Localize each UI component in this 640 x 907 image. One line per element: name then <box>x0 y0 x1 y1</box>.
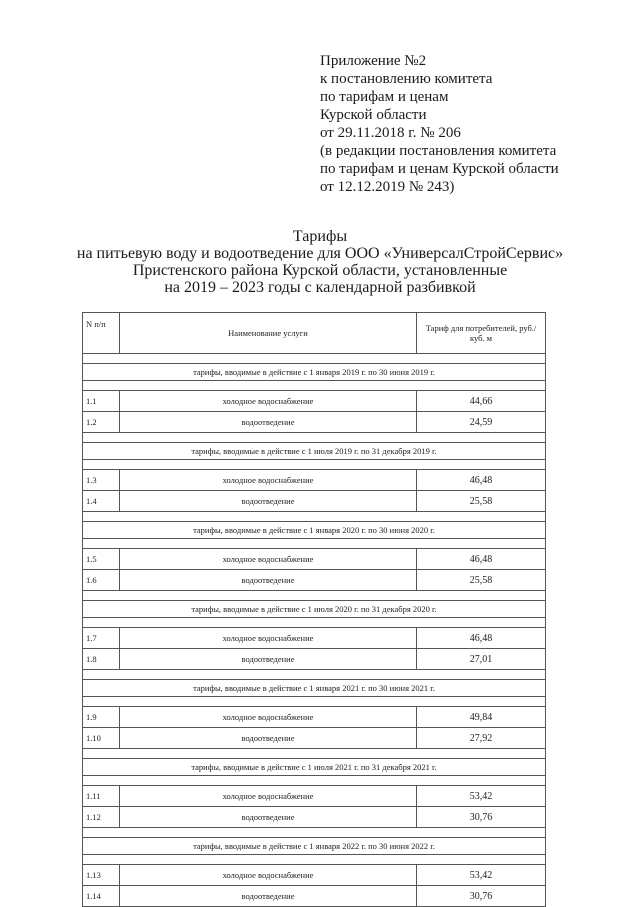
row-number: 1.11 <box>83 786 120 807</box>
appendix-line: Курской области <box>320 107 427 123</box>
table-row <box>83 728 546 749</box>
spacer-cell <box>83 618 546 628</box>
table-header-row <box>83 313 546 354</box>
section-spacer <box>83 697 546 707</box>
row-tariff-value: 30,76 <box>417 886 546 907</box>
table-row <box>83 886 546 907</box>
spacer-cell <box>83 855 546 865</box>
section-spacer <box>83 618 546 628</box>
section-spacer <box>83 381 546 391</box>
row-service-name: холодное водоснабжение <box>120 391 417 412</box>
row-number: 1.4 <box>83 491 120 512</box>
section-title: тарифы, вводимые в действие с 1 июля 2021 г. по 31 декабря 2021 г. <box>83 759 546 776</box>
appendix-line: к постановлению комитета <box>320 71 493 87</box>
table-row <box>83 391 546 412</box>
section-title-row <box>83 601 546 618</box>
row-service-name: водоотведение <box>120 570 417 591</box>
section-title: тарифы, вводимые в действие с 1 января 2021 г. по 30 июня 2021 г. <box>83 680 546 697</box>
row-service-name: водоотведение <box>120 412 417 433</box>
row-number: 1.13 <box>83 865 120 886</box>
section-spacer <box>83 460 546 470</box>
spacer-cell <box>83 512 546 522</box>
spacer-cell <box>83 354 546 364</box>
spacer-cell <box>83 381 546 391</box>
row-tariff-value: 27,92 <box>417 728 546 749</box>
section-title: тарифы, вводимые в действие с 1 января 2020 г. по 30 июня 2020 г. <box>83 522 546 539</box>
row-number: 1.9 <box>83 707 120 728</box>
row-tariff-value: 46,48 <box>417 628 546 649</box>
row-tariff-value: 46,48 <box>417 549 546 570</box>
row-tariff-value: 53,42 <box>417 865 546 886</box>
row-tariff-value: 25,58 <box>417 570 546 591</box>
spacer-cell <box>83 591 546 601</box>
section-spacer <box>83 512 546 522</box>
row-tariff-value: 53,42 <box>417 786 546 807</box>
table-row <box>83 491 546 512</box>
section-title-row <box>83 364 546 381</box>
table-row <box>83 570 546 591</box>
row-number: 1.1 <box>83 391 120 412</box>
section-spacer <box>83 828 546 838</box>
section-title: тарифы, вводимые в действие с 1 января 2019 г. по 30 июня 2019 г. <box>83 364 546 381</box>
table-row <box>83 786 546 807</box>
spacer-cell <box>83 670 546 680</box>
title-line: Пристенского района Курской области, установленные <box>132 262 508 279</box>
header-service: Наименование услуги <box>120 313 417 354</box>
appendix-line: от 12.12.2019 № 243) <box>320 179 455 195</box>
section-spacer <box>83 749 546 759</box>
table-row <box>83 807 546 828</box>
tariff-table-wrapper <box>82 312 545 907</box>
spacer-cell <box>83 776 546 786</box>
section-title: тарифы, вводимые в действие с 1 июля 2020 г. по 31 декабря 2020 г. <box>83 601 546 618</box>
section-spacer <box>83 776 546 786</box>
table-row <box>83 412 546 433</box>
header-tariff: Тариф для потребителей, руб./куб. м <box>417 313 546 354</box>
title-line: Тарифы <box>292 228 348 245</box>
section-title-row <box>83 443 546 460</box>
row-number: 1.6 <box>83 570 120 591</box>
row-number: 1.7 <box>83 628 120 649</box>
table-row <box>83 628 546 649</box>
section-title-row <box>83 838 546 855</box>
section-title-row <box>83 680 546 697</box>
appendix-line: Приложение №2 <box>320 53 427 69</box>
spacer-cell <box>83 749 546 759</box>
row-tariff-value: 24,59 <box>417 412 546 433</box>
spacer-cell <box>83 539 546 549</box>
row-service-name: водоотведение <box>120 886 417 907</box>
row-number: 1.12 <box>83 807 120 828</box>
section-spacer <box>83 433 546 443</box>
row-service-name: водоотведение <box>120 728 417 749</box>
appendix-line: по тарифам и ценам <box>320 89 449 105</box>
table-row <box>83 649 546 670</box>
spacer-cell <box>83 460 546 470</box>
row-number: 1.14 <box>83 886 120 907</box>
section-spacer <box>83 591 546 601</box>
row-service-name: холодное водоснабжение <box>120 707 417 728</box>
row-number: 1.3 <box>83 470 120 491</box>
row-service-name: холодное водоснабжение <box>120 628 417 649</box>
table-body <box>83 354 546 907</box>
title-line: на питьевую воду и водоотведение для ООО «УниверсалСтройСервис» <box>76 245 564 262</box>
row-tariff-value: 44,66 <box>417 391 546 412</box>
row-service-name: холодное водоснабжение <box>120 865 417 886</box>
row-tariff-value: 27,01 <box>417 649 546 670</box>
section-title-row <box>83 522 546 539</box>
row-service-name: холодное водоснабжение <box>120 786 417 807</box>
row-tariff-value: 25,58 <box>417 491 546 512</box>
document-title <box>40 228 600 296</box>
row-service-name: холодное водоснабжение <box>120 470 417 491</box>
header-number: N п/п <box>83 313 120 354</box>
row-service-name: холодное водоснабжение <box>120 549 417 570</box>
appendix-block <box>320 52 620 196</box>
table-row <box>83 549 546 570</box>
row-number: 1.10 <box>83 728 120 749</box>
spacer-cell <box>83 828 546 838</box>
title-line: на 2019 – 2023 годы с календарной разбивкой <box>164 279 476 296</box>
row-tariff-value: 30,76 <box>417 807 546 828</box>
spacer-cell <box>83 433 546 443</box>
section-title-row <box>83 759 546 776</box>
section-spacer <box>83 354 546 364</box>
row-number: 1.2 <box>83 412 120 433</box>
tariff-table <box>82 312 546 907</box>
row-service-name: водоотведение <box>120 491 417 512</box>
section-spacer <box>83 855 546 865</box>
appendix-line: от 29.11.2018 г. № 206 <box>320 125 461 141</box>
section-title: тарифы, вводимые в действие с 1 января 2022 г. по 30 июня 2022 г. <box>83 838 546 855</box>
row-service-name: водоотведение <box>120 807 417 828</box>
section-title: тарифы, вводимые в действие с 1 июля 2019 г. по 31 декабря 2019 г. <box>83 443 546 460</box>
row-tariff-value: 49,84 <box>417 707 546 728</box>
row-service-name: водоотведение <box>120 649 417 670</box>
section-spacer <box>83 539 546 549</box>
spacer-cell <box>83 697 546 707</box>
table-row <box>83 865 546 886</box>
row-number: 1.8 <box>83 649 120 670</box>
table-row <box>83 470 546 491</box>
table-row <box>83 707 546 728</box>
appendix-line: по тарифам и ценам Курской области <box>320 161 559 177</box>
row-tariff-value: 46,48 <box>417 470 546 491</box>
appendix-line: (в редакции постановления комитета <box>320 143 557 159</box>
section-spacer <box>83 670 546 680</box>
row-number: 1.5 <box>83 549 120 570</box>
